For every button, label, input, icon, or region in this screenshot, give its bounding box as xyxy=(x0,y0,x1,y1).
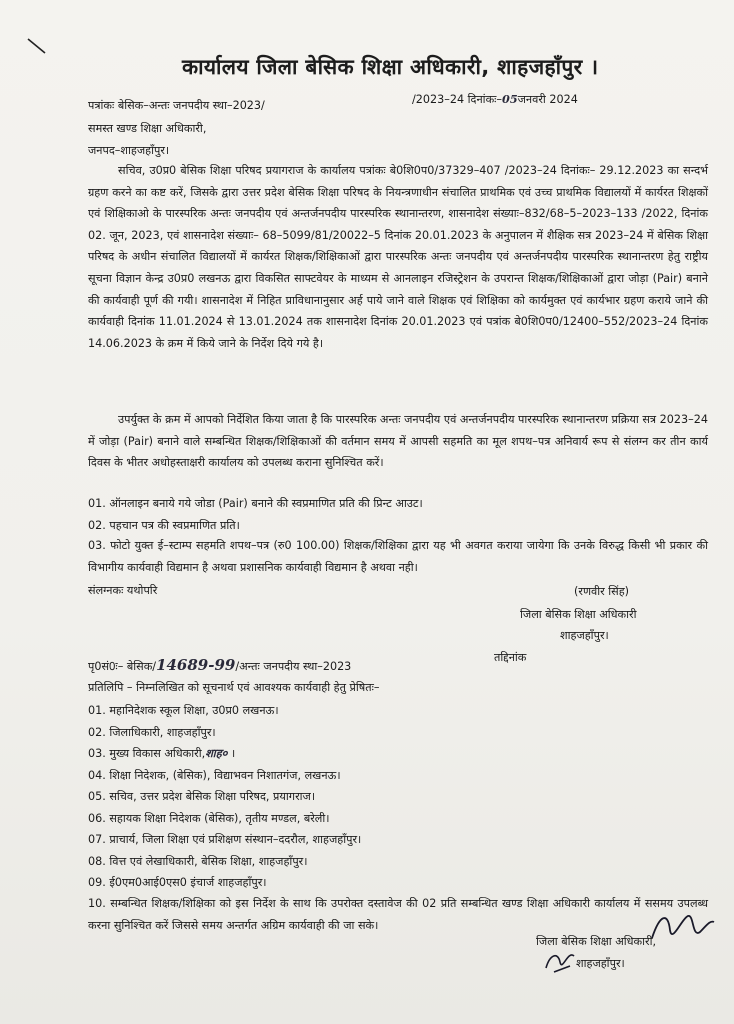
copy-reference-number xyxy=(88,658,351,674)
copy-item-10-text: 10. सम्बन्धित शिक्षक/शिक्षिका को इस निर्देश के साथ कि उपरोक्त दस्तावेज की 02 प्रति सम्बन्धित खण्ड शिक्षा अधिकारी कार्यालय में ससमय उपलब्ध करना सुनिश्चित करें जिससे समय अन्तर्गत अग्रिम कार्यवाही की जा सके। xyxy=(88,897,708,932)
copy-item-3-handwritten: शाह० xyxy=(205,746,228,760)
date-handwritten: 05 xyxy=(502,92,518,106)
requirement-item-3-text: 03. फोटो युक्त ई–स्टाम्प सहमति शपथ–पत्र (रु0 100.00) शिक्षक/शिक्षिका द्वारा यह भी अवगत कराया जायेगा कि उनके विरुद्ध किसी भी प्रकार की विभागीय कार्यवाही विद्यमान है अथवा प्रशासनिक कार्यवाही विद्यमान है अथवा नही। xyxy=(88,539,708,574)
signatory-name: (रणवीर सिंह) xyxy=(574,585,630,598)
copy-item-6: 06. सहायक शिक्षा निदेशक (बेसिक), तृतीय मण्डल, बरेली। xyxy=(88,811,330,825)
office-title: कार्यालय जिला बेसिक शिक्षा अधिकारी, शाहजहाँपुर । xyxy=(182,55,599,79)
copy-item-5: 05. सचिव, उत्तर प्रदेश बेसिक शिक्षा परिषद, प्रयागराज। xyxy=(88,790,316,803)
body-paragraph-1 xyxy=(88,160,708,354)
requirement-item-2: 02. पहचान पत्र की स्वप्रमाणित प्रति। xyxy=(88,519,240,532)
requirement-item-3 xyxy=(88,535,708,578)
date-suffix: जनवरी 2024 xyxy=(517,93,578,106)
copy-ref-suffix: /अन्तः जनपदीय स्था–2023 xyxy=(235,660,352,673)
copy-item-8: 08. वित्त एवं लेखाधिकारी, बेसिक शिक्षा, शाहजहाँपुर। xyxy=(88,854,308,868)
requirement-item-1: 01. ऑनलाइन बनाये गये जोडा (Pair) बनाने की स्वप्रमाणित प्रति की प्रिन्ट आउट। xyxy=(88,497,423,510)
copy-ref-prefix: पृ0सं0ः– बेसिक/ xyxy=(88,660,157,673)
copy-item-9: 09. ई0एम0आई0एस0 इंचार्ज शाहजहाँपुर। xyxy=(88,876,267,889)
addressee-line-1: समस्त खण्ड शिक्षा अधिकारी, xyxy=(88,122,207,135)
copy-item-4: 04. शिक्षा निदेशक, (बेसिक), विद्याभवन निशातगंज, लखनऊ। xyxy=(88,768,341,782)
copy-item-1: 01. महानिदेशक स्कूल शिक्षा, उ0प्र0 लखनऊ। xyxy=(88,704,279,717)
paragraph-2-text: उपर्युक्त के क्रम में आपको निर्देशित किया जाता है कि पारस्परिक अन्तः जनपदीय एवं अन्तर्जनपदीय पारस्परिक स्थानान्तरण प्रक्रिया सत्र 2023–24 में जोड़ा (Pair) बनाने वाले सम्बन्धित शिक्षक/शिक्षिकाओं की वर्तमान समय में आपसी सहमति का मूल शपथ–पत्र अनिवार्य रूप से संलग्न कर तीन कार्य दिवस के भीतर अधोहस्ताक्षरी कार्यालय को उपलब्ध कराना सुनिश्चित करें। xyxy=(88,413,708,470)
copy-item-3: 03. मुख्य विकास अधिकारी,शाह० । xyxy=(88,746,236,760)
paragraph-1-text: सचिव, उ0प्र0 बेसिक शिक्षा परिषद प्रयागराज के कार्यालय पत्रांकः बे0शि0प0/37329–407 /2023–24 दिनांकः– 29.12.2023 का सन्दर्भ ग्रहण करने का कष्ट करें, जिसके द्वारा उत्तर प्रदेश बेसिक शिक्षा परिषद के नियन्त्रणाधीन संचालित प्राथमिक एवं उच्च प्राथमिक विद्यालयों में कार्यरत शिक्षकों एवं शिक्षिकाओ के पारस्परिक अन्तः जनपदीय एवं अन्तर्जनपदीय पारस्परिक स्थानान्तरण, शासनादेश संख्याः–832/68–5–2023–133 /2022, दिनांक 02. जून, 2023, एवं शासनादेश संख्याः– 68–5099/81/20022–5 दिनांक 20.01.2023 के अनुपालन में शैक्षिक सत्र 2023–24 में बेसिक शिक्षा परिषद के अधीन संचालित विद्यालयों में कार्यरत शिक्षक/शिक्षिकाओं द्वारा पारस्परिक अन्तः जनपदीय एवं अन्तर्जनपदीय पारस्परिक स्थानान्तरण हेतु राष्ट्रीय सूचना विज्ञान केन्द्र उ0प्र0 लखनऊ द्वारा विकसित साफ्टवेयर के माध्यम से आनलाइन रजिस्ट्रेशन के उपरान्त शिक्षक/शिक्षिकाओं द्वारा जोड़ा (Pair) बनाने की कार्यवाही पूर्ण की गयी। शासनादेश में निहित प्राविधानानुसार अर्ह पाये जाने वाले शिक्षक एवं शिक्षिका को कार्यमुक्त एवं कार्यभार ग्रहण कराये जाने की कार्यवाही दिनांक 11.01.2024 से 13.01.2024 तक शासनादेश दिनांक 20.01.2023 एवं पत्रांक बे0शि0प0/12400–552/2023–24 दिनांक 14.06.2023 के क्रम में किये जाने के निर्देश दिये गये है। xyxy=(88,164,708,350)
handwritten-signature-top xyxy=(648,908,718,948)
signatory-designation: जिला बेसिक शिक्षा अधिकारी xyxy=(520,608,637,621)
addressee-line-2: जनपद–शाहजहाँपुर। xyxy=(88,144,170,157)
copy-item-7: 07. प्राचार्य, जिला शिक्षा एवं प्रशिक्षण संस्थान–ददरौल, शाहजहाँपुर। xyxy=(88,833,362,846)
reference-number: पत्रांकः बेसिक–अन्तः जनपदीय स्था–2023/ xyxy=(88,99,265,112)
date-prefix: /2023–24 दिनांकः– xyxy=(412,93,503,106)
copy-intro: प्रतिलिपि – निम्नलिखित को सूचनार्थ एवं आवश्यक कार्यवाही हेतु प्रेषितः– xyxy=(88,681,380,694)
pen-tick-mark xyxy=(26,36,48,56)
enclosure-note: संलग्नकः यथोपरि xyxy=(88,584,158,597)
copy-signatory-designation: जिला बेसिक शिक्षा अधिकारी, xyxy=(536,935,657,948)
copy-signatory-place: शाहजहाँपुर। xyxy=(576,957,625,970)
copy-item-2: 02. जिलाधिकारी, शाहजहाँपुर। xyxy=(88,725,216,739)
copy-item-10 xyxy=(88,893,708,936)
copy-ref-handwritten: 14689-99 xyxy=(156,656,236,674)
copy-item-3-text: 03. मुख्य विकास अधिकारी, xyxy=(88,747,206,760)
same-date-label: तद्दिनांक xyxy=(494,651,527,664)
handwritten-initials xyxy=(540,946,580,978)
letter-date xyxy=(412,92,578,107)
copy-recipient-list xyxy=(88,700,361,894)
signatory-place: शाहजहाँपुर। xyxy=(560,629,609,642)
body-paragraph-2 xyxy=(88,409,708,474)
